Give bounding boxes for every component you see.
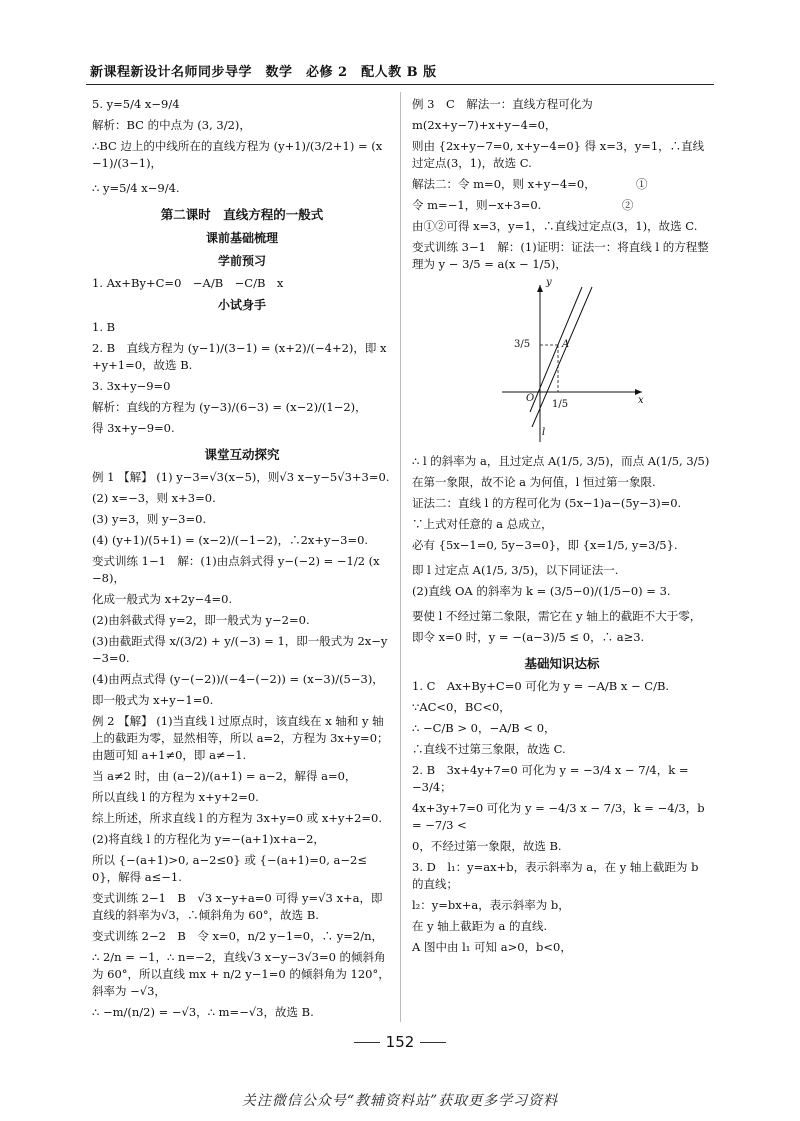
answer-line: 在 y 轴上截距为 a 的直线.	[412, 919, 548, 933]
line-oa	[530, 287, 582, 412]
exercise-line: 即一般式为 x+y−1=0.	[92, 693, 214, 707]
section-title: 课前基础梳理	[205, 231, 278, 245]
example-line: (2)将直线 l 的方程化为 y=−(a+1)x+a−2，	[92, 832, 325, 846]
example-line: 由①②可得 x=3，y=1，∴直线过定点(3，1)，故选 C.	[412, 219, 698, 233]
proof-line: 即 l 过定点 A(1/5, 3/5)，以下同证法一.	[412, 563, 619, 577]
answer-line: 3. 3x+y−9=0	[92, 379, 171, 393]
example-line: 例 1 【解】 (1) y−3=√3(x−5)，则√3 x−y−5√3+3=0.	[92, 470, 390, 484]
exercise-line: 化成一般式为 x+2y−4=0.	[92, 592, 233, 606]
proof-line: 在第一象限，故不论 a 为何值，l 恒过第一象限.	[412, 475, 656, 489]
example-line: (2) x=−3，则 x+3=0.	[92, 491, 216, 505]
answer-line: 0，不经过第一象限，故选 B.	[412, 839, 562, 853]
tick-x-label: 1/5	[552, 399, 569, 410]
example-line: (3) y=3，则 y−3=0.	[92, 512, 207, 526]
example-line: m(2x+y−7)+x+y−4=0，	[412, 118, 557, 132]
example-line: 当 a≠2 时，由 (a−2)/(a+1) = a−2，解得 a=0，	[92, 769, 357, 783]
exercise-line: 变式训练 1−1 解：(1)由点斜式得 y−(−2) = −1/2 (x−8)，	[92, 554, 380, 585]
origin-label: O	[526, 393, 535, 404]
left-column	[92, 96, 392, 1025]
proof-line: 即令 x=0 时，y = −(a−3)/5 ≤ 0，∴ a≥3.	[412, 630, 645, 644]
right-column	[412, 96, 712, 960]
proof-line: (2)直线 OA 的斜率为 k = (3/5−0)/(1/5−0) = 3.	[412, 584, 671, 598]
answer-line: 4x+3y+7=0 可化为 y = −4/3 x − 7/3，k = −4/3，b = −7/3 <	[412, 801, 705, 832]
proof-line: 必有 {5x−1=0, 5y−3=0}，即 {x=1/5, y=3/5}.	[412, 538, 678, 552]
lesson-title: 第二课时 直线方程的一般式	[160, 207, 324, 222]
footer-note: 关注微信公众号“教辅资料站”获取更多学习资料	[241, 1093, 559, 1109]
page-header	[86, 58, 714, 85]
answer-line: ∴ −C/B > 0，−A/B < 0，	[412, 721, 556, 735]
page-number-dash	[420, 1042, 446, 1043]
exercise-line: ∴ 2/n = −1，∴ n=−2，直线√3 x−y−3√3=0 的倾斜角为 60°，所以直线 mx + n/2 y−1=0 的倾斜角为 120°，斜率为 −√3，	[92, 950, 390, 998]
proof-line: ∵上式对任意的 a 总成立，	[412, 517, 553, 531]
answer-line: 1. Ax+By+C=0 −A/B −C/B x	[92, 276, 284, 290]
line-l-label: l	[542, 427, 546, 438]
x-axis-label: x	[638, 395, 644, 406]
exercise-line: 变式训练 3−1 解：(1)证明：证法一：将直线 l 的方程整理为 y − 3/5 = a(x − 1/5)，	[412, 240, 709, 271]
example-line: 例 2 【解】 (1)当直线 l 过原点时，该直线在 x 轴和 y 轴上的截距为零，显然相等，所以 a=2，方程为 3x+y=0；由题可知 a+1≠0，即 a≠−1.	[92, 714, 389, 762]
answer-line: ∴直线不过第三象限，故选 C.	[412, 742, 566, 756]
example-line: 解法二：令 m=0，则 x+y−4=0， ①	[412, 177, 648, 191]
answer-line: 解析：直线的方程为 (y−3)/(6−3) = (x−2)/(1−2)，	[92, 400, 367, 414]
subsection-title: 学前预习	[217, 254, 266, 268]
example-line: 综上所述，所求直线 l 的方程为 3x+y=0 或 x+y+2=0.	[92, 811, 383, 825]
exercise-line: (3)由截距式得 x/(3/2) + y/(−3) = 1，即一般式为 2x−y−3=0.	[92, 634, 388, 665]
exercise-line: ∴ −m/(n/2) = −√3，∴ m=−√3，故选 B.	[92, 1005, 314, 1019]
section-title: 课堂互动探究	[204, 447, 280, 462]
answer-line: 得 3x+y−9=0.	[92, 421, 175, 435]
answer-line: ∴BC 边上的中线所在的直线方程为 (y+1)/(3/2+1) = (x−1)/(3−1)，	[92, 139, 383, 170]
answer-line: 2. B 3x+4y+7=0 可化为 y = −3/4 x − 7/4，k = −3/4；	[412, 763, 689, 794]
page-number	[0, 1033, 800, 1051]
example-line: 所以直线 l 的方程为 x+y+2=0.	[92, 790, 259, 804]
header-title: 新课程新设计名师同步导学 数学 必修 2 配人教 B 版	[90, 65, 437, 80]
answer-line: ∴ y=5/4 x−9/4.	[92, 181, 180, 195]
answer-line: A 图中由 l₁ 可知 a>0，b<0，	[412, 940, 572, 954]
proof-line: ∴ l 的斜率为 a，且过定点 A(1/5, 3/5)，而点 A(1/5, 3/5)	[412, 454, 710, 468]
answer-line: 1. B	[92, 320, 116, 334]
exercise-line: (2)由斜截式得 y=2，即一般式为 y−2=0.	[92, 613, 310, 627]
point-a-label: A	[562, 339, 570, 350]
example-line: 所以 {−(a+1)>0, a−2≤0} 或 {−(a+1)=0, a−2≤0}，解得 a≤−1.	[92, 853, 367, 884]
answer-line: ∵AC<0，BC<0，	[412, 700, 511, 714]
proof-line: 要使 l 不经过第二象限，需它在 y 轴上的截距不大于零，	[412, 609, 702, 623]
answer-line: 2. B 直线方程为 (y−1)/(3−1) = (x+2)/(−4+2)，即 x+y+1=0，故选 B.	[92, 341, 387, 372]
example-line: 令 m=−1，则−x+3=0. ②	[412, 198, 634, 212]
y-axis-arrow	[537, 285, 543, 292]
exercise-line: (4)由两点式得 (y−(−2))/(−4−(−2)) = (x−3)/(5−3)，	[92, 672, 384, 686]
exercise-line: 变式训练 2−2 B 令 x=0，n/2 y−1=0，∴ y=2/n，	[92, 929, 384, 943]
answer-line: 1. C Ax+By+C=0 可化为 y = −A/B x − C/B.	[412, 679, 670, 693]
example-line: 则由 {2x+y−7=0, x+y−4=0} 得 x=3，y=1，∴直线过定点(3，1)，故选 C.	[412, 139, 705, 170]
subsection-title: 小试身手	[217, 298, 266, 312]
answer-line: l₂：y=bx+a，表示斜率为 b，	[412, 898, 570, 912]
example-line: 例 3 C 解法一：直线方程可化为	[412, 97, 593, 111]
answer-line: 3. D l₁：y=ax+b，表示斜率为 a，在 y 轴上截距为 b 的直线；	[412, 860, 699, 891]
page-number-text: 152	[385, 1033, 415, 1051]
column-divider	[400, 92, 401, 1022]
page-number-dash	[354, 1042, 380, 1043]
example-line: (4) (y+1)/(5+1) = (x−2)/(−1−2)，∴2x+y−3=0.	[92, 533, 369, 547]
coordinate-diagram	[492, 277, 652, 447]
tick-y-label: 3/5	[514, 339, 531, 350]
line-figure	[492, 277, 652, 447]
exercise-line: 变式训练 2−1 B √3 x−y+a=0 可得 y=√3 x+a，即直线的斜率为√3，∴倾斜角为 60°，故选 B.	[92, 891, 383, 922]
y-axis-label: y	[546, 277, 552, 288]
answer-line: 5. y=5/4 x−9/4	[92, 97, 180, 111]
proof-line: 证法二：直线 l 的方程可化为 (5x−1)a−(5y−3)=0.	[412, 496, 682, 510]
section-title: 基础知识达标	[524, 656, 600, 671]
answer-line: 解析：BC 的中点为 (3, 3/2)，	[92, 118, 251, 132]
